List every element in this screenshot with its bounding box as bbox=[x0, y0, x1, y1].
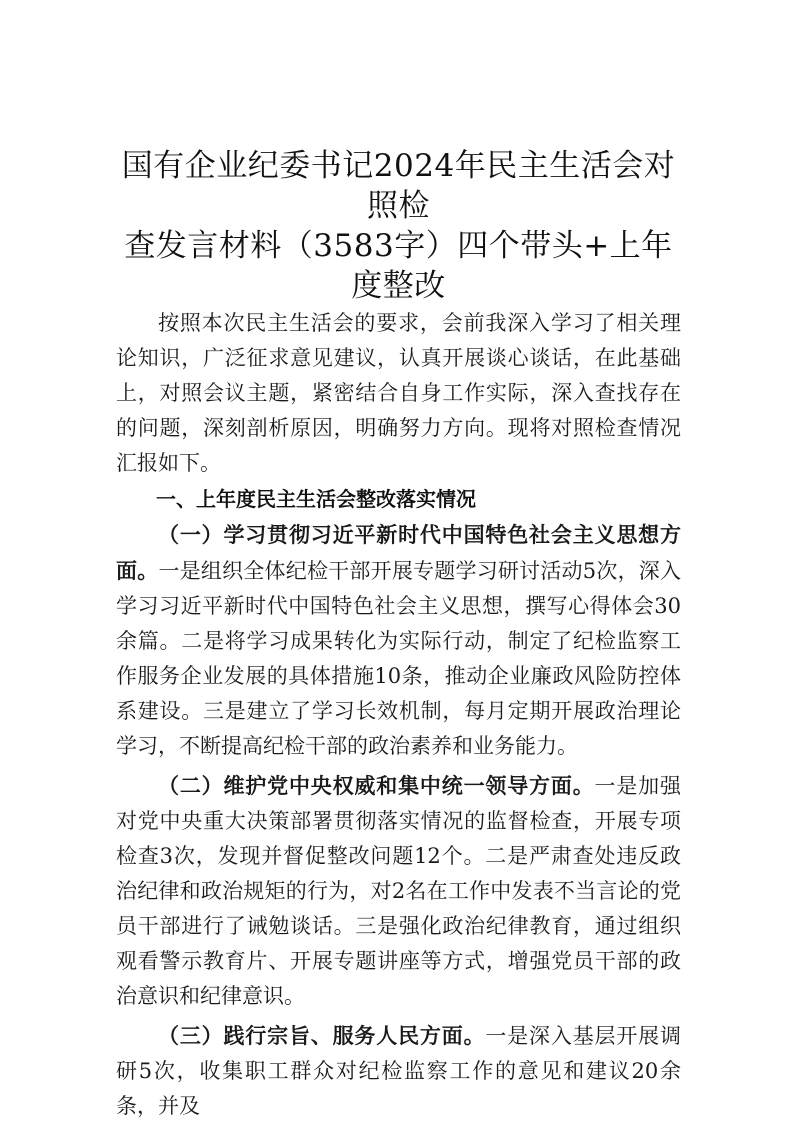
title-line-2: 查发言材料（3583字）四个带头+上年度整改 bbox=[124, 228, 673, 304]
document-title bbox=[116, 146, 681, 306]
item-body: 一是加强对党中央重大决策部署贯彻落实情况的监督检查，开展专项检查3次，发现并督促整改问题12个。二是严肃查处违反政治纪律和政治规矩的行为，对2名在工作中发表不当言论的党员干部进行了诫勉谈话。三是强化政治纪律教育，通过组织观看警示教育片、开展专题讲座等方式，增强党员干部的政治意识和纪律意识。 bbox=[116, 774, 682, 1008]
title-line-1: 国有企业纪委书记2024年民主生活会对照检 bbox=[121, 148, 676, 224]
section-item-2 bbox=[116, 768, 681, 1014]
section-heading: 一、上年度民主生活会整改落实情况 bbox=[156, 487, 476, 511]
intro-paragraph: 按照本次民主生活会的要求，会前我深入学习了相关理论知识，广泛征求意见建议，认真开展谈心谈话，在此基础上，对照会议主题，紧密结合自身工作实际，深入查找存在的问题，深刻剖析原因，明确努力方向。现将对照检查情况汇报如下。 bbox=[116, 311, 681, 475]
item-body: 一是深入基层开展调研5次，收集职工群众对纪检监察工作的意见和建议20余条，并及 bbox=[116, 1024, 681, 1118]
item-body: 一是组织全体纪检干部开展专题学习研讨活动5次，深入学习习近平新时代中国特色社会主义思想，撰写心得体会30余篇。二是将学习成果转化为实际行动，制定了纪检监察工作服务企业发展的具体措施10条，推动企业廉政风险防控体系建设。三是建立了学习长效机制，每月定期开展政治理论学习，不断提高纪检干部的政治素养和业务能力。 bbox=[116, 559, 682, 758]
document-page bbox=[116, 146, 681, 1124]
item-title: （二）维护党中央权威和集中统一领导方面。 bbox=[158, 773, 595, 798]
item-title: （三）践行宗旨、服务人民方面。 bbox=[158, 1023, 486, 1048]
section-item-3 bbox=[116, 1018, 681, 1124]
section-item-1 bbox=[116, 517, 681, 764]
item-title: （一）学习贯彻习近平新时代中国特色社会主义思想方面。 bbox=[116, 522, 681, 583]
